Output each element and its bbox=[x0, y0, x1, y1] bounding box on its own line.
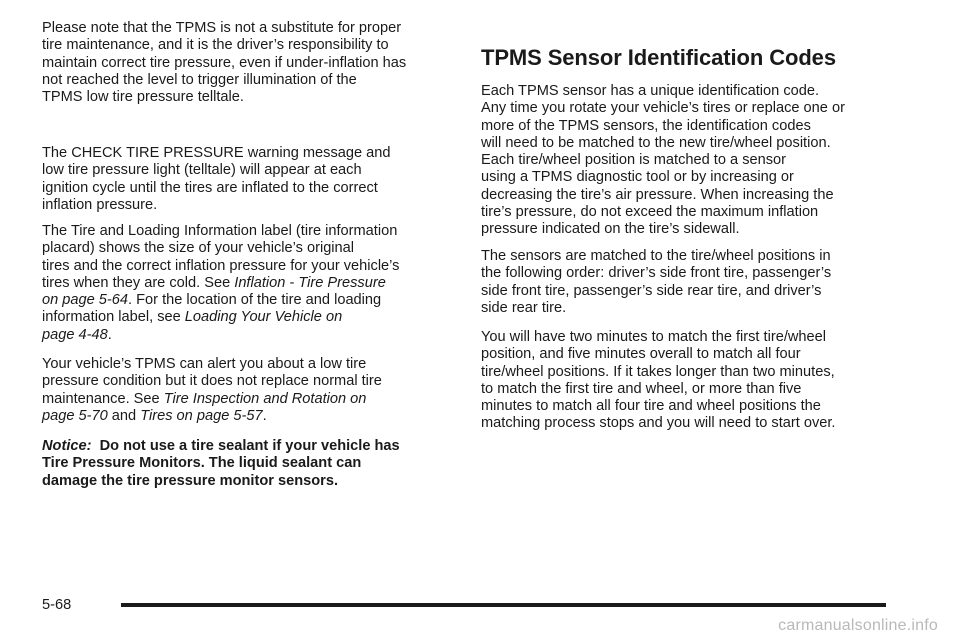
text-line: decreasing the tire’s air pressure. When increasing the bbox=[481, 186, 834, 203]
text-line bbox=[42, 408, 382, 425]
text-run: Do not use a tire sealant if your vehicle has bbox=[99, 438, 400, 454]
footer-divider bbox=[121, 603, 886, 607]
watermark-text: carmanualsonline.info bbox=[778, 617, 938, 634]
cross-reference-link[interactable]: Loading Your Vehicle on bbox=[184, 309, 343, 326]
text-line: You will have two minutes to match the first tire/wheel bbox=[481, 329, 827, 345]
section-heading: TPMS Sensor Identification Codes bbox=[481, 45, 836, 70]
cross-reference-link[interactable]: Tire Inspection and Rotation on bbox=[163, 390, 367, 407]
text-line: will need to be matched to the new tire/wheel position. bbox=[481, 134, 831, 151]
cross-reference-link[interactable]: Tires on page 5-57 bbox=[140, 407, 263, 424]
text-line: pressure condition but it does not replace normal tire bbox=[42, 373, 382, 390]
text-line: Any time you rotate your vehicle’s tires or replace one or bbox=[481, 100, 845, 117]
text-line: side front tire, passenger’s side rear tire, and driver’s bbox=[481, 282, 822, 299]
text-line bbox=[42, 309, 399, 326]
text-line: Each tire/wheel position is matched to a sensor bbox=[481, 152, 787, 169]
paragraph-check-tire-pressure bbox=[42, 145, 391, 214]
text-line: tire/wheel positions. If it takes longer than two minutes, bbox=[481, 363, 835, 380]
paragraph-sensor-codes bbox=[481, 83, 845, 239]
cross-reference-link[interactable]: on page 5-64 bbox=[42, 292, 129, 309]
text-run: and bbox=[107, 407, 141, 424]
text-run: information label, see bbox=[42, 309, 185, 326]
paragraph-tpms-alert bbox=[42, 356, 382, 425]
text-line: The sensors are matched to the tire/wheel positions in bbox=[481, 248, 831, 264]
text-line: side rear tire. bbox=[481, 299, 567, 316]
text-run: . For the location of the tire and loading bbox=[128, 292, 382, 309]
text-line: pressure indicated on the tire’s sidewall. bbox=[481, 221, 740, 238]
text-run: maintenance. See bbox=[42, 390, 164, 407]
text-line: ignition cycle until the tires are inflated to the correct bbox=[42, 179, 378, 196]
text-line: Your vehicle’s TPMS can alert you about a low tire bbox=[42, 356, 367, 372]
text-run: tires when they are cold. See bbox=[42, 274, 235, 291]
text-line: placard) shows the size of your vehicle’s original bbox=[42, 240, 355, 257]
text-line: matching process stops and you will need to start over. bbox=[481, 415, 836, 432]
text-line: The CHECK TIRE PRESSURE warning message and bbox=[42, 145, 391, 161]
text-line: tires and the correct inflation pressure for your vehicle’s bbox=[42, 257, 400, 274]
text-line: Tire Pressure Monitors. The liquid sealant can bbox=[42, 455, 362, 472]
text-line: maintain correct tire pressure, even if under-inflation has bbox=[42, 54, 407, 71]
notice-label: Notice: bbox=[42, 438, 92, 454]
text-line bbox=[42, 391, 382, 408]
text-line: more of the TPMS sensors, the identification codes bbox=[481, 117, 811, 134]
text-line: tire maintenance, and it is the driver’s responsibility to bbox=[42, 37, 389, 54]
text-line bbox=[42, 275, 399, 292]
text-line: position, and five minutes overall to match all four bbox=[481, 346, 801, 363]
text-line: Each TPMS sensor has a unique identification code. bbox=[481, 83, 820, 99]
text-line: to match the first tire and wheel, or more than five bbox=[481, 380, 802, 397]
page-number: 5-68 bbox=[42, 597, 72, 613]
cross-reference-link[interactable]: Inflation - Tire Pressure bbox=[234, 274, 386, 291]
text-line bbox=[42, 292, 399, 309]
text-line: the following order: driver’s side front tire, passenger’s bbox=[481, 265, 832, 282]
text-run: . bbox=[107, 326, 112, 343]
text-line: tire’s pressure, do not exceed the maximum inflation bbox=[481, 204, 819, 221]
text-line: not reached the level to trigger illumination of the bbox=[42, 71, 357, 88]
text-run: . bbox=[262, 407, 267, 424]
text-line: The Tire and Loading Information label (tire information bbox=[42, 223, 398, 239]
notice-block bbox=[42, 438, 400, 490]
text-line: minutes to match all four tire and wheel positions the bbox=[481, 398, 821, 415]
cross-reference-link[interactable]: page 5-70 bbox=[42, 407, 108, 424]
paragraph-time-limits bbox=[481, 329, 836, 433]
text-line: TPMS low tire pressure telltale. bbox=[42, 89, 244, 106]
paragraph-match-order bbox=[481, 248, 831, 317]
text-line: damage the tire pressure monitor sensors. bbox=[42, 472, 339, 489]
text-line bbox=[42, 327, 399, 344]
paragraph-tpms-note bbox=[42, 20, 406, 106]
text-line: low tire pressure light (telltale) will appear at each bbox=[42, 162, 362, 179]
text-line: Please note that the TPMS is not a substitute for proper bbox=[42, 20, 402, 36]
paragraph-tire-loading-label bbox=[42, 223, 399, 344]
text-line: using a TPMS diagnostic tool or by increasing or bbox=[481, 169, 794, 186]
text-line bbox=[42, 438, 400, 455]
text-line: inflation pressure. bbox=[42, 196, 158, 213]
cross-reference-link[interactable]: page 4-48 bbox=[42, 326, 108, 343]
